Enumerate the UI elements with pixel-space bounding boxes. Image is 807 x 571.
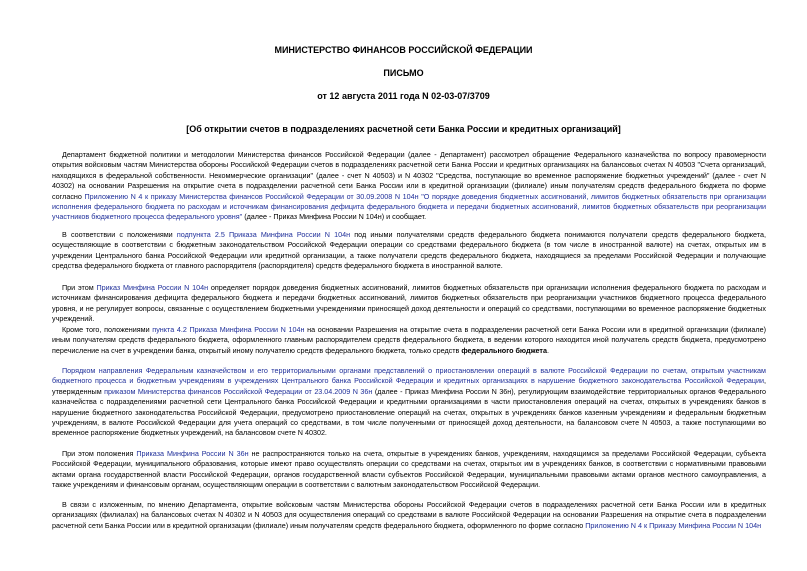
- ministry-title: МИНИСТЕРСТВО ФИНАНСОВ РОССИЙСКОЙ ФЕДЕРАЦИИ: [274, 45, 533, 55]
- document-type: ПИСЬМО: [383, 68, 424, 78]
- paragraph-5: [52, 366, 766, 439]
- link-subclause-2-5[interactable]: подпункта 2.5 Приказа Минфина России N 104н: [176, 230, 351, 239]
- paragraph-text: В соответствии с положениями: [62, 230, 173, 239]
- paragraph-text: Кроме того, положениями: [62, 325, 150, 334]
- paragraph-7: [52, 500, 766, 531]
- paragraph-text: При этом положения: [62, 449, 134, 458]
- paragraph-text: определяет порядок доведения бюджетных ассигнований, лимитов бюджетных обязательств при организации исполнения федерального бюджета по расходам и источникам финансирования дефицита федерального бюджета и передачи бюджетных ассигнований, лимитов бюджетных обязательств при реорганизации участников бюджетного процесса федерального уровня, и не регулирует вопросы, связанные с осуществлением бюджетными учреждениями приносящей доход деятельности и операций со средствами, поступающими во временное распоряжение бюджетных учреждений.: [52, 283, 766, 324]
- bold-term: федерального бюджета: [461, 345, 547, 355]
- paragraph-2: [52, 230, 766, 272]
- paragraph-text: не распространяются только на счета, открытые в учреждениях банков, учреждениям, находящимся за пределами Российской Федерации, субъекта Российской Федерации, муниципального образования, которые имеют право осуществлять операции со средствами на счетах, открытых им в учреждениях банков, в соответствии с нормативными правовыми актами органа государственной власти Российской Федерации, органов государственной власти субъектов Российской Федерации, муниципальными правовыми актами органов местного самоуправления, а также учреждениям и финансовым органам, осуществляющим операции в соответствии с валютным законодательством Российской Федерации.: [52, 449, 767, 490]
- link-appendix-4-prikaz-104n[interactable]: Приложению N 4 к Приказу Минфина России N 104н: [585, 520, 762, 530]
- paragraph-text: (далее - Приказ Минфина России N 104н) и сообщает.: [244, 212, 427, 222]
- paragraph-text: При этом: [62, 283, 94, 292]
- paragraph-text: (далее - Приказ Минфина России N 36н), регулирующим взаимодействие территориальных органов Федерального казначейства с подразделениями расчетной сети Центрального банка Российской Федерации и кредитными организациями в части приостановления операций на счетах, открытых в учреждениях банков в нарушение бюджетного законодательства Российской Федерации, предусмотрено приостановление операций на счетах, открытых в учреждениях банков казенным учреждениям и федеральным бюджетным учреждениям, в валюте Российской Федерации для учета операций со средствами, в том числе полученными от приносящей доход деятельности, на балансовом счете N 40503, а также поступающими во временное распоряжение бюджетных учреждений, на балансовом счете N 40302.: [52, 386, 767, 438]
- link-prikaz-36n-ref[interactable]: Приказа Минфина России N 36н: [136, 449, 249, 458]
- paragraph-text: , утвержденным: [52, 376, 766, 396]
- link-clause-4-2[interactable]: пункта 4.2 Приказа Минфина России N 104н: [152, 325, 305, 334]
- paragraph-text: под иными получателями средств федерального бюджета понимаются получатели средств федерального бюджета, осуществляющие в соответствии с бюджетным законодательством Российской Федерации операции со средствами федерального бюджета (в том числе в иностранной валюте) на счетах, открытых им в учреждении Центрального банка Российской Федерации или кредитной организации, а также получатели средств федерального бюджета, находящиеся за пределами Российской Федерации и получающие средства федерального бюджета от главного распорядителя (распорядителя) средств федерального бюджета в иностранной валюте.: [52, 230, 766, 271]
- paragraph-6: [52, 449, 766, 491]
- document-subject: [Об открытии счетов в подразделениях расчетной сети Банка России и кредитных организаций]: [186, 124, 621, 134]
- paragraph-3: [52, 283, 766, 325]
- link-suspension-procedure[interactable]: Порядком направления Федеральным казначейством и его территориальными органами представлений о приостановлении операций в валюте Российской Федерации по счетам, открытым участникам бюджетного процесса и бюджетным учреждениям в учреждениях Центрального банка Российской Федерации и кредитных организациях в нарушение бюджетного законодательства Российской Федерации: [52, 366, 766, 386]
- paragraph-text: на основании Разрешения на открытие счета в подразделении расчетной сети Банка России или в кредитной организации (филиале) иным получателям средств федерального бюджета, оформленного главным распорядителем средств федерального бюджета, в ведении которого находится иной получатель средств бюджета, предусмотрено перечисление на счет в учреждении банка, открытый иному получателю средств федерального бюджета, только средств: [52, 325, 767, 355]
- link-prikaz-104n-appendix-4[interactable]: Приложению N 4 к приказу Министерства финансов Российской Федерации от 30.09.2008 N 104н "О порядке доведения бюджетных ассигнований, лимитов бюджетных обязательств при организации исполнения федерального бюджета по расходам и источникам финансирования дефицита федерального бюджета и передачи бюджетных ассигнований, лимитов бюджетных обязательств при реорганизации участников бюджетного процесса федерального уровня": [52, 191, 766, 222]
- paragraph-4: Кроме того, положениями пункта 4.2 Приказа Минфина России N 104н на основании Разрешения на открытие счета в подразделении расчетной сети Банка России или в кредитной организации (филиале) иным получателям средств федерального бюджета, оформленного главным распорядителем средств федерального бюджета, в ведении которого находится иной получатель средств бюджета, предусмотрено перечисление на счет в учреждении банка, открытый иному получателю средств федерального бюджета, только средств федерального бюджета.: [52, 325, 767, 355]
- paragraph-text: В связи с изложенным, по мнению Департамента, открытие войсковым частям Министерства обороны Российской Федерации счетов в подразделениях расчетной сети Банка России или в кредитных организациях (филиалах) на балансовых счетах N 40302 и N 40503 для осуществления операций со средствами в валюте Российской Федерации на основании Разрешения на открытие счета в подразделении расчетной сети Банка России или в кредитной организации (филиале) иным получателям средств федерального бюджета, оформленного по форме согласно: [52, 500, 766, 530]
- link-prikaz-104n[interactable]: Приказ Минфина России N 104н: [96, 283, 209, 292]
- link-prikaz-36n[interactable]: приказом Министерства финансов Российской Федерации от 23.04.2009 N 36н: [104, 386, 373, 396]
- document-date-number: от 12 августа 2011 года N 02-03-07/3709: [317, 91, 490, 101]
- paragraph-text: Департамент бюджетной политики и методологии Министерства финансов Российской Федерации (далее - Департамент) рассмотрел обращение Федерального казначейства по вопросу правомерности открытия войсковым частям Министерства обороны Российской Федерации счетов в подразделениях расчетной сети Банка России и кредитных организациях на балансовых счетах N 40503 "Счета организаций, находящихся в федеральной собственности. Некоммерческие организации" (далее - счет N 40503) и N 40302 "Средства, поступающие во временное распоряжение бюджетных учреждений" (далее - счет N 40302) на основании Разрешения на открытие счета в подразделении расчетной сети Банка России или в кредитной организации (филиале) иным получателям средств федерального бюджета по форме согласно: [52, 150, 766, 201]
- paragraph-1: [52, 150, 766, 223]
